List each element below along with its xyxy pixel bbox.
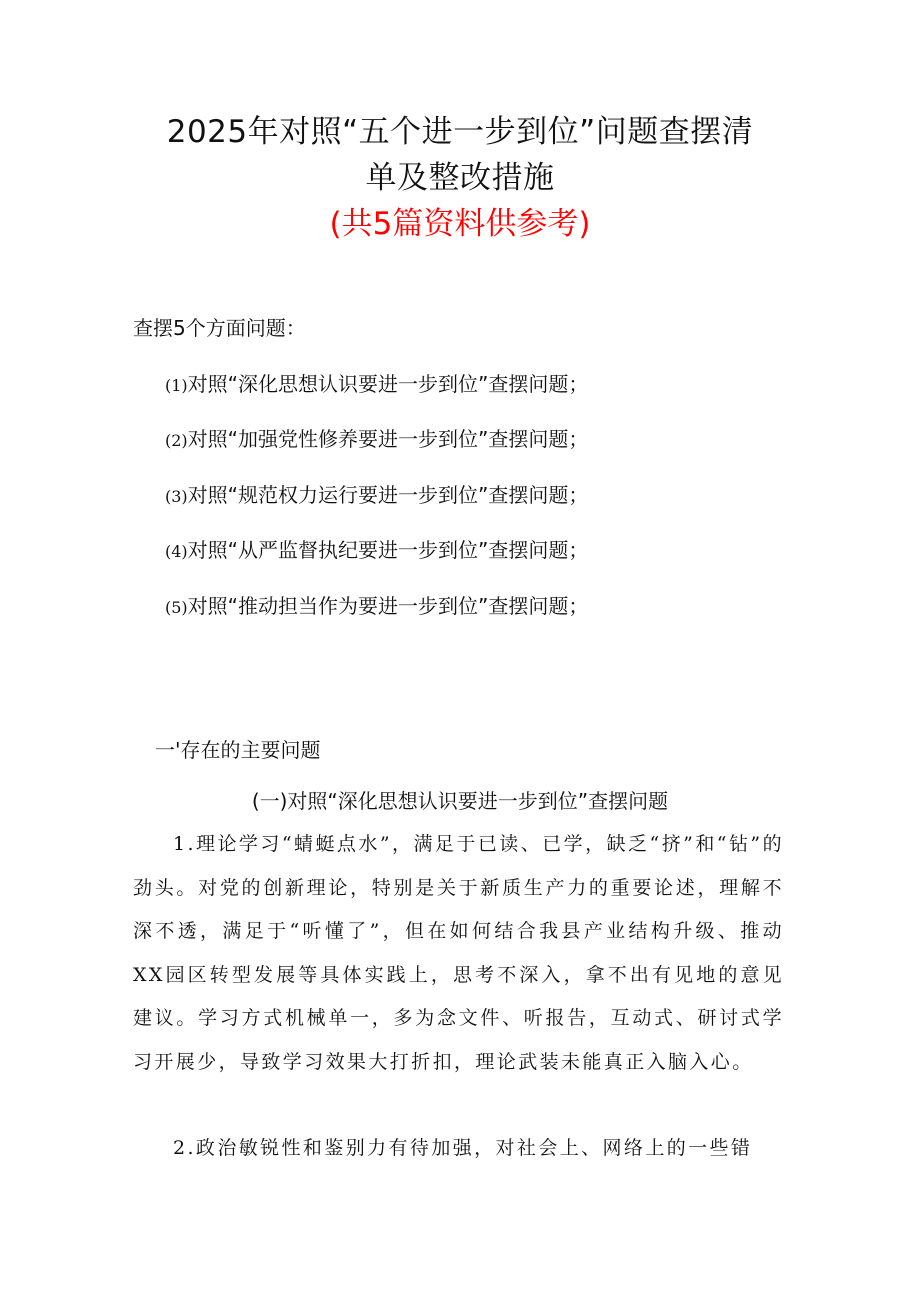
body-paragraph-1: 1.理论学习“蜻蜓点水”，满足于已读、已学，缺乏“挤”和“钻”的劲头。对党的创新理论，特别是关于新质生产力的重要论述，理解不深不透，满足于“听懂了”，但在如何结合我县产业结构升级、推动XX园区转型发展等具体实践上，思考不深入，拿不出有见地的意见建议。学习方式机械单一，多为念文件、听报告，互动式、研讨式学习开展少，导致学习效果大打折扣，理论武装未能真正入脑入心。 xyxy=(133,833,784,1073)
aspect-item-3 xyxy=(165,480,588,512)
document-title-line-2: 单及整改措施 xyxy=(365,160,555,196)
aspect-text: 对照“规范权力运行要进一步到位”查摆问题； xyxy=(187,483,589,507)
aspect-text: 对照“从严监督执纪要进一步到位”查摆问题； xyxy=(187,538,589,562)
aspect-item-2 xyxy=(165,424,588,456)
section-heading: 一'存在的主要问题 xyxy=(155,738,321,762)
aspect-text: 对照“加强党性修养要进一步到位”查摆问题； xyxy=(187,427,589,451)
aspect-item-1 xyxy=(165,369,588,401)
aspect-text: 对照“推动担当作为要进一步到位”查摆问题； xyxy=(187,594,589,618)
section-subheading: (一)对照“深化思想认识要进一步到位”查摆问题 xyxy=(251,789,669,813)
intro-text: 查摆5个方面问题： xyxy=(133,316,306,340)
aspect-number: (2) xyxy=(165,431,188,450)
body-paragraph-2: 2.政治敏锐性和鉴别力有待加强，对社会上、网络上的一些错 xyxy=(173,1137,753,1159)
aspect-text: 对照“深化思想认识要进一步到位”查摆问题； xyxy=(187,372,589,396)
aspect-number: (5) xyxy=(165,598,188,617)
document-subtitle: (共5篇资料供参考) xyxy=(329,206,591,242)
document-title-line-1: 2025年对照“五个进一步到位”问题查摆清 xyxy=(166,114,754,150)
aspect-number: (1) xyxy=(165,376,188,395)
aspect-number: (3) xyxy=(165,487,188,506)
aspect-number: (4) xyxy=(165,542,188,561)
aspect-item-5 xyxy=(165,591,588,623)
aspect-item-4 xyxy=(165,535,588,567)
